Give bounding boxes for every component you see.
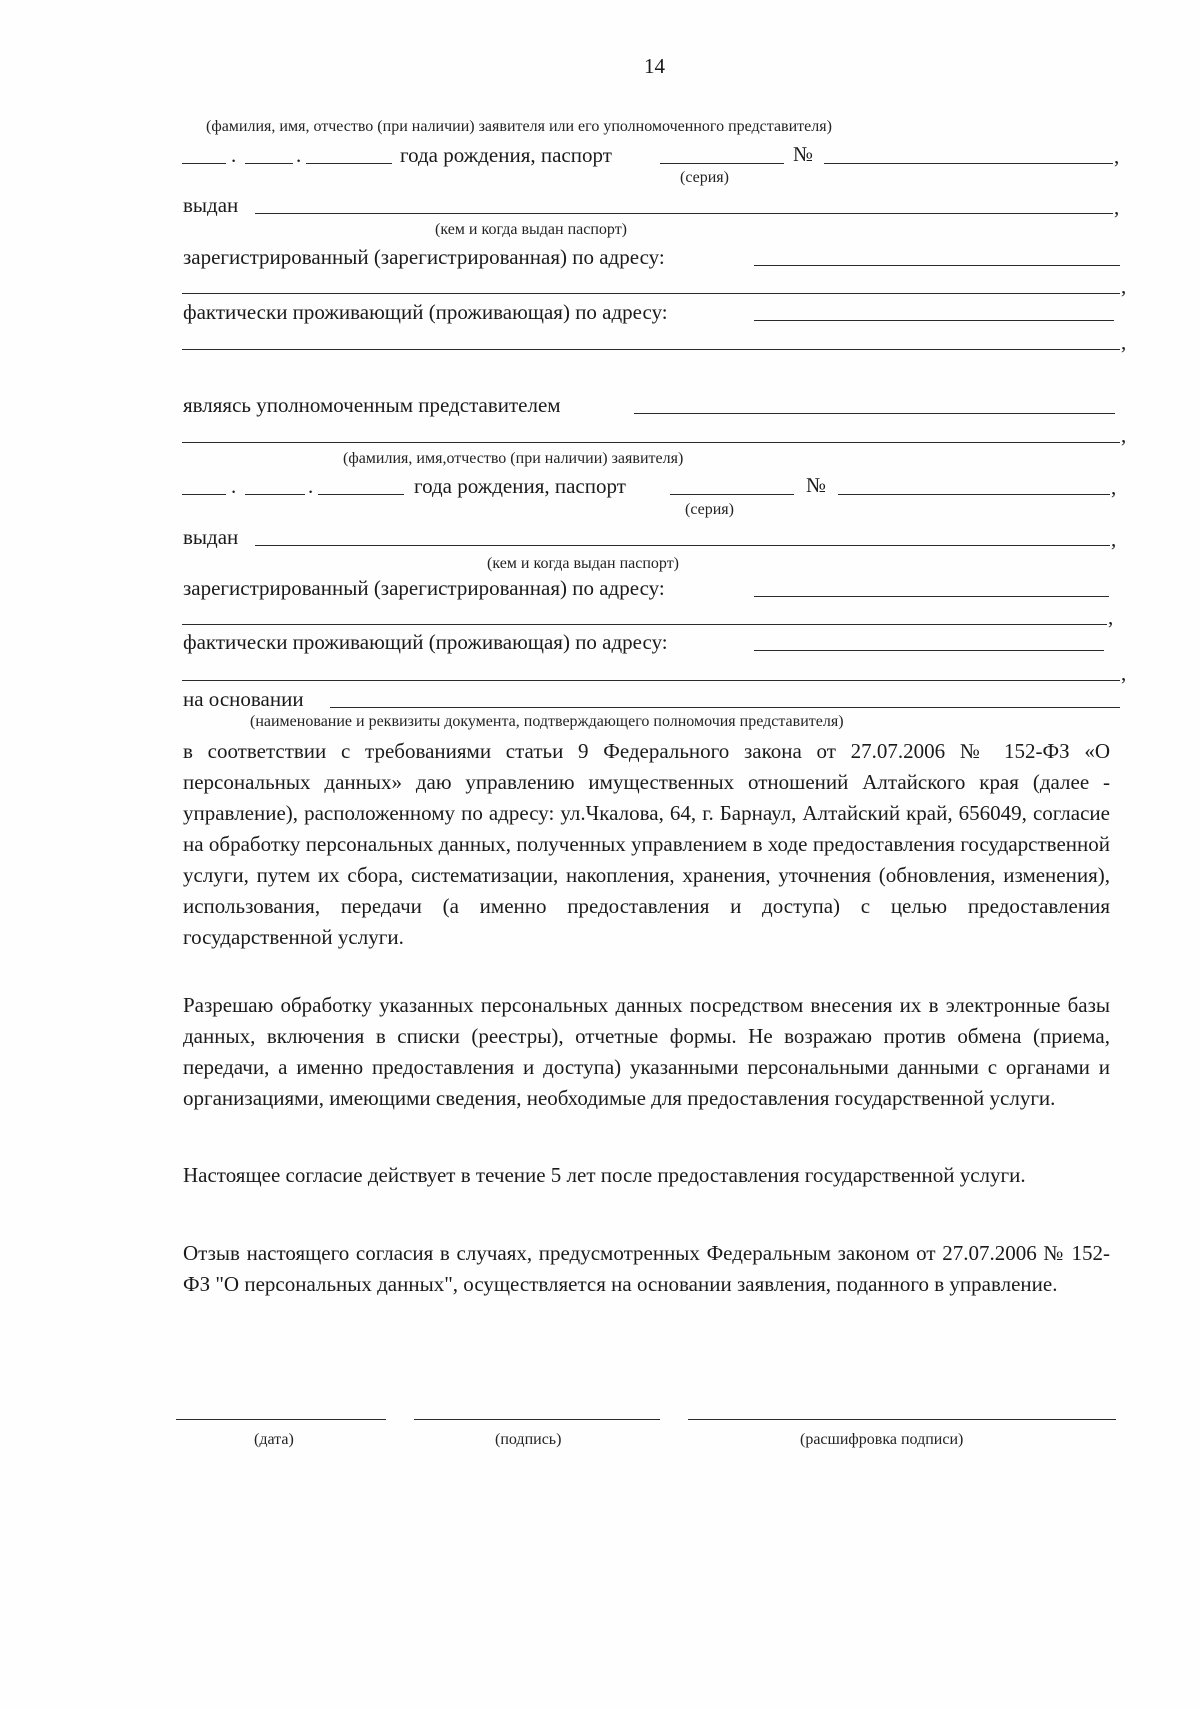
comma: , <box>1121 661 1127 685</box>
represented-name-field[interactable] <box>634 413 1115 414</box>
signature-decode-caption: (расшифровка подписи) <box>800 1431 964 1448</box>
applicant-residing-label: фактически проживающий (проживающая) по адресу: <box>183 300 668 324</box>
page-number: 14 <box>644 54 665 78</box>
represented-number-sign: № <box>806 473 827 497</box>
represented-birth-month-field[interactable] <box>245 494 305 495</box>
represented-registered-label: зарегистрированный (зарегистрированная) по адресу: <box>183 576 665 600</box>
applicant-registered-field[interactable] <box>754 265 1120 266</box>
processing-permission-paragraph: Разрешаю обработку указанных персональных данных посредством внесения их в электронные базы данных, включения в списки (реестры), отчетные формы. Не возражаю против обмена (приема, передачи, а именно предоставления и доступа) указанными персональными данными с органами и организациями, имеющими сведения, необходимые для предоставления государственной услуги. <box>183 993 1110 1110</box>
separator-dot: . <box>308 474 314 498</box>
representative-label: являясь уполномоченным представителем <box>183 393 561 417</box>
comma: , <box>1111 475 1117 499</box>
separator-dot: . <box>296 143 302 167</box>
consent-paragraph: в соответствии с требованиями статьи 9 Федерального закона от 27.07.2006 № 152-ФЗ «О персональных данных» даю управлению имущественных отношений Алтайского края (далее - управление), расположенному по адресу: ул.Чкалова, 64, г. Барнаул, Алтайский край, 656049, согласие на обработку персональных данных, полученных управлением в ходе предоставления государственной услуги, путем их сбора, систематизации, накопления, хранения, уточнения (обновления, изменения), использования, передачи (а именно предоставления и доступа) с целью предоставления государственной услуги. <box>183 739 1110 949</box>
issued-caption: (кем и когда выдан паспорт) <box>487 555 680 572</box>
applicant-residing-field-line2[interactable] <box>182 349 1120 350</box>
date-caption: (дата) <box>254 1431 294 1448</box>
comma: , <box>1114 144 1120 168</box>
series-caption: (серия) <box>680 169 729 186</box>
comma: , <box>1108 605 1114 629</box>
applicant-passport-number-field[interactable] <box>824 163 1113 164</box>
signature-caption: (подпись) <box>495 1431 562 1448</box>
represented-registered-field[interactable] <box>754 596 1109 597</box>
applicant-birth-label: года рождения, паспорт <box>400 143 612 167</box>
represented-birth-year-field[interactable] <box>318 494 404 495</box>
signature-field[interactable] <box>414 1419 660 1420</box>
represented-birth-label: года рождения, паспорт <box>414 474 626 498</box>
basis-label: на основании <box>183 687 304 711</box>
applicant-birth-day-field[interactable] <box>182 163 226 164</box>
represented-issued-field[interactable] <box>255 545 1110 546</box>
represented-passport-number-field[interactable] <box>838 494 1110 495</box>
applicant-name-caption: (фамилия, имя, отчество (при наличии) заявителя или его уполномоченного представителя) <box>206 118 832 135</box>
signature-decode-field[interactable] <box>688 1419 1116 1420</box>
revocation-paragraph: Отзыв настоящего согласия в случаях, предусмотренных Федеральным законом от 27.07.2006 № 152-ФЗ "О персональных данных", осуществляется на основании заявления, поданного в управление. <box>183 1241 1110 1296</box>
applicant-number-sign: № <box>793 142 814 166</box>
comma: , <box>1121 423 1127 447</box>
applicant-birth-month-field[interactable] <box>245 163 293 164</box>
represented-issued-label: выдан <box>183 525 239 549</box>
applicant-issued-label: выдан <box>183 193 239 217</box>
issued-caption: (кем и когда выдан паспорт) <box>435 221 628 238</box>
represented-registered-field-line2[interactable] <box>182 624 1107 625</box>
basis-document-field[interactable] <box>330 707 1120 708</box>
series-caption: (серия) <box>685 501 734 518</box>
applicant-registered-label: зарегистрированный (зарегистрированная) по адресу: <box>183 245 665 269</box>
applicant-issued-field[interactable] <box>255 213 1113 214</box>
separator-dot: . <box>231 474 237 498</box>
represented-residing-label: фактически проживающий (проживающая) по адресу: <box>183 630 668 654</box>
comma: , <box>1114 195 1120 219</box>
comma: , <box>1121 330 1127 354</box>
represented-residing-field[interactable] <box>754 650 1104 651</box>
applicant-birth-year-field[interactable] <box>306 163 392 164</box>
represented-name-caption: (фамилия, имя,отчество (при наличии) заявителя) <box>343 450 684 467</box>
represented-birth-day-field[interactable] <box>182 494 226 495</box>
applicant-registered-field-line2[interactable] <box>182 293 1120 294</box>
comma: , <box>1111 527 1117 551</box>
represented-name-field-line2[interactable] <box>182 442 1120 443</box>
basis-caption: (наименование и реквизиты документа, подтверждающего полномочия представителя) <box>250 713 844 730</box>
represented-passport-series-field[interactable] <box>670 494 794 495</box>
represented-residing-field-line2[interactable] <box>182 680 1120 681</box>
comma: , <box>1121 274 1127 298</box>
validity-paragraph: Настоящее согласие действует в течение 5 лет после предоставления государственной услуги. <box>183 1163 1026 1187</box>
date-field[interactable] <box>176 1419 386 1420</box>
applicant-residing-field[interactable] <box>754 320 1114 321</box>
separator-dot: . <box>231 143 237 167</box>
applicant-passport-series-field[interactable] <box>660 163 784 164</box>
